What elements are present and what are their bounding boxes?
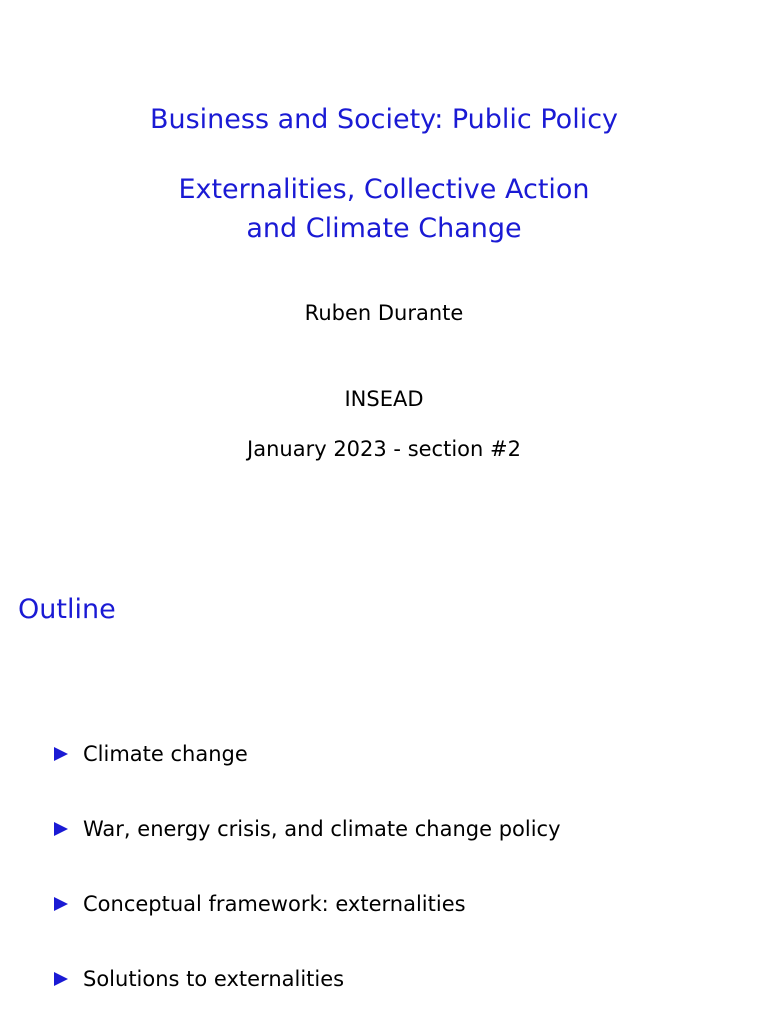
outline-item-label: Climate change bbox=[83, 742, 248, 766]
presentation-subtitle-line-1: Externalities, Collective Action bbox=[178, 174, 590, 205]
triangle-right-icon bbox=[54, 972, 68, 986]
triangle-right-icon bbox=[54, 747, 68, 761]
outline-title: Outline bbox=[18, 594, 116, 625]
triangle-right-icon bbox=[54, 822, 68, 836]
outline-item-label: War, energy crisis, and climate change policy bbox=[83, 817, 561, 841]
presentation-date: January 2023 - section #2 bbox=[247, 437, 521, 461]
outline-item-label: Conceptual framework: externalities bbox=[83, 892, 466, 916]
triangle-right-icon bbox=[54, 897, 68, 911]
institute-name: INSEAD bbox=[344, 387, 424, 411]
presentation-title: Business and Society: Public Policy bbox=[149, 104, 619, 135]
author-name: Ruben Durante bbox=[304, 301, 464, 325]
outline-item-label: Solutions to externalities bbox=[83, 967, 345, 991]
presentation-subtitle-line-2: and Climate Change bbox=[246, 213, 522, 244]
outline-slide bbox=[0, 560, 768, 1024]
